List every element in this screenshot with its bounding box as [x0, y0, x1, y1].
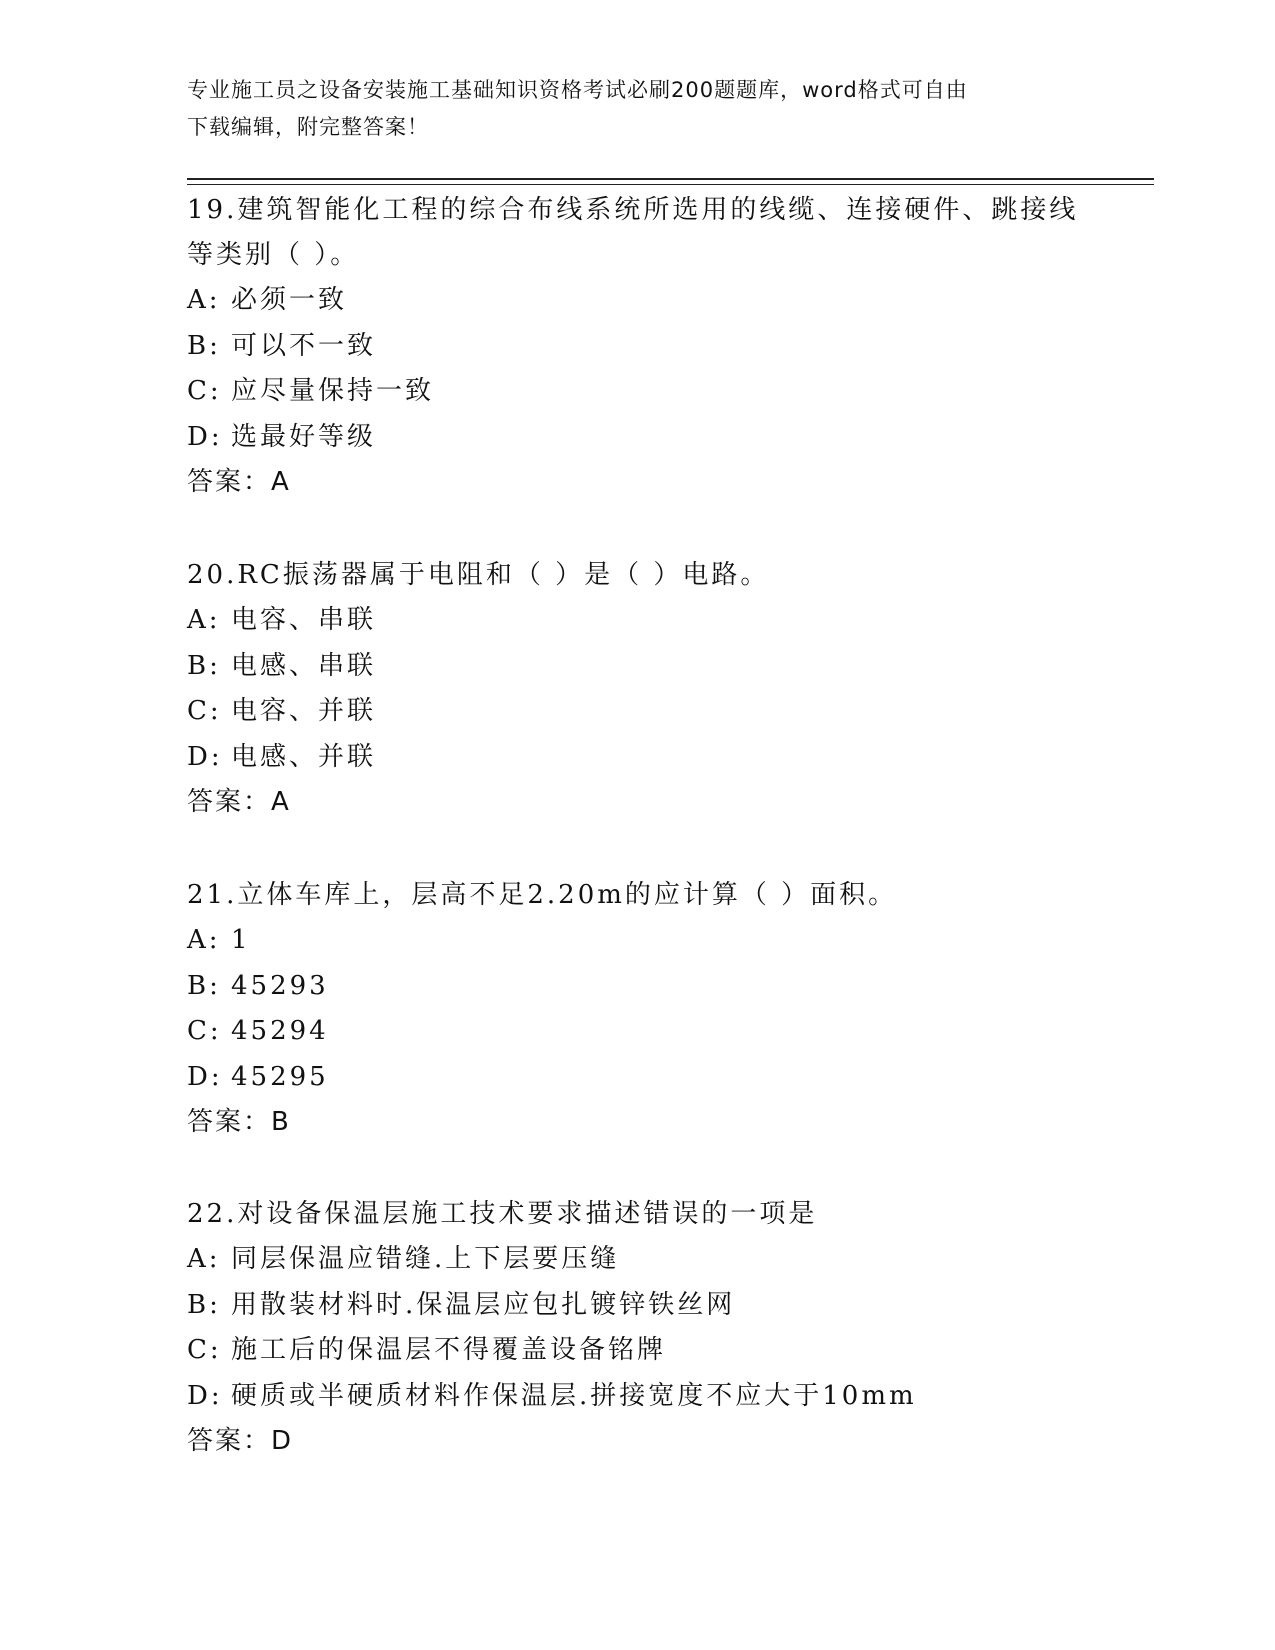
- option-text: 45294: [231, 1016, 329, 1046]
- answer: 答案：A: [187, 787, 291, 817]
- option-d: [187, 735, 1147, 781]
- option-text: 电容、串联: [231, 605, 377, 635]
- question-21: [187, 873, 1147, 1146]
- option-b: [187, 324, 1147, 370]
- option-label: B:: [187, 970, 221, 1001]
- option-text: 施工后的保温层不得覆盖设备铭牌: [231, 1335, 667, 1365]
- option-text: 选最好等级: [231, 421, 377, 452]
- option-b: [187, 964, 1147, 1010]
- option-text: 硬质或半硬质材料作保温层.拼接宽度不应大于10mm: [231, 1380, 917, 1411]
- option-d: [187, 415, 1147, 461]
- option-a: [187, 598, 1147, 644]
- question-22: [187, 1192, 1147, 1465]
- option-label: D:: [187, 1061, 223, 1092]
- header-line-1: 专业施工员之设备安装施工基础知识资格考试必刷200题题库，word格式可自由: [187, 78, 968, 102]
- option-label: C:: [187, 696, 222, 726]
- option-text: 电感、串联: [231, 650, 377, 681]
- question-20: [187, 553, 1147, 826]
- option-d: [187, 1374, 1147, 1420]
- option-text: 1: [231, 925, 251, 955]
- option-text: 45295: [231, 1061, 329, 1092]
- option-text: 电感、并联: [231, 741, 377, 772]
- option-label: A:: [187, 925, 221, 955]
- option-text: 必须一致: [231, 285, 348, 315]
- option-label: D:: [187, 741, 223, 772]
- option-c: [187, 1328, 1147, 1374]
- option-c: [187, 369, 1147, 415]
- option-d: [187, 1055, 1147, 1101]
- option-a: [187, 918, 1147, 964]
- option-label: A:: [187, 285, 221, 315]
- option-label: C:: [187, 1016, 222, 1046]
- option-a: [187, 278, 1147, 324]
- header-line-2: 下载编辑，附完整答案！: [187, 115, 429, 139]
- question-19: [187, 188, 1147, 506]
- option-label: C:: [187, 1335, 222, 1365]
- option-text: 电容、并联: [231, 696, 377, 726]
- option-label: B:: [187, 1289, 221, 1320]
- answer: 答案：D: [187, 1426, 294, 1456]
- question-stem: 21.立体车库上，层高不足2.20m的应计算（ ）面积。: [187, 880, 898, 910]
- option-label: B:: [187, 330, 221, 361]
- question-stem: 22.对设备保温层施工技术要求描述错误的一项是: [187, 1199, 818, 1229]
- option-b: [187, 1283, 1147, 1329]
- option-text: 同层保温应错缝.上下层要压缝: [231, 1244, 620, 1274]
- option-label: D:: [187, 1380, 223, 1411]
- question-stem: 20.RC振荡器属于电阻和（ ）是（ ）电路。: [187, 560, 770, 590]
- option-text: 应尽量保持一致: [231, 376, 435, 406]
- option-c: [187, 1009, 1147, 1055]
- option-text: 45293: [231, 970, 329, 1001]
- option-label: A:: [187, 1244, 221, 1274]
- option-label: D:: [187, 421, 223, 452]
- option-c: [187, 689, 1147, 735]
- option-label: A:: [187, 605, 221, 635]
- question-stem: 等类别（ ）。: [187, 240, 360, 270]
- document-header: [187, 72, 1087, 146]
- option-label: C:: [187, 376, 222, 406]
- option-b: [187, 644, 1147, 690]
- option-label: B:: [187, 650, 221, 681]
- option-text: 可以不一致: [231, 330, 377, 361]
- option-a: [187, 1237, 1147, 1283]
- answer: 答案：B: [187, 1107, 291, 1137]
- question-stem: 19.建筑智能化工程的综合布线系统所选用的线缆、连接硬件、跳接线: [187, 195, 1079, 225]
- answer: 答案：A: [187, 467, 291, 497]
- header-divider-thin: [187, 184, 1154, 185]
- option-text: 用散装材料时.保温层应包扎镀锌铁丝网: [231, 1289, 736, 1320]
- header-divider-thick: [187, 178, 1154, 180]
